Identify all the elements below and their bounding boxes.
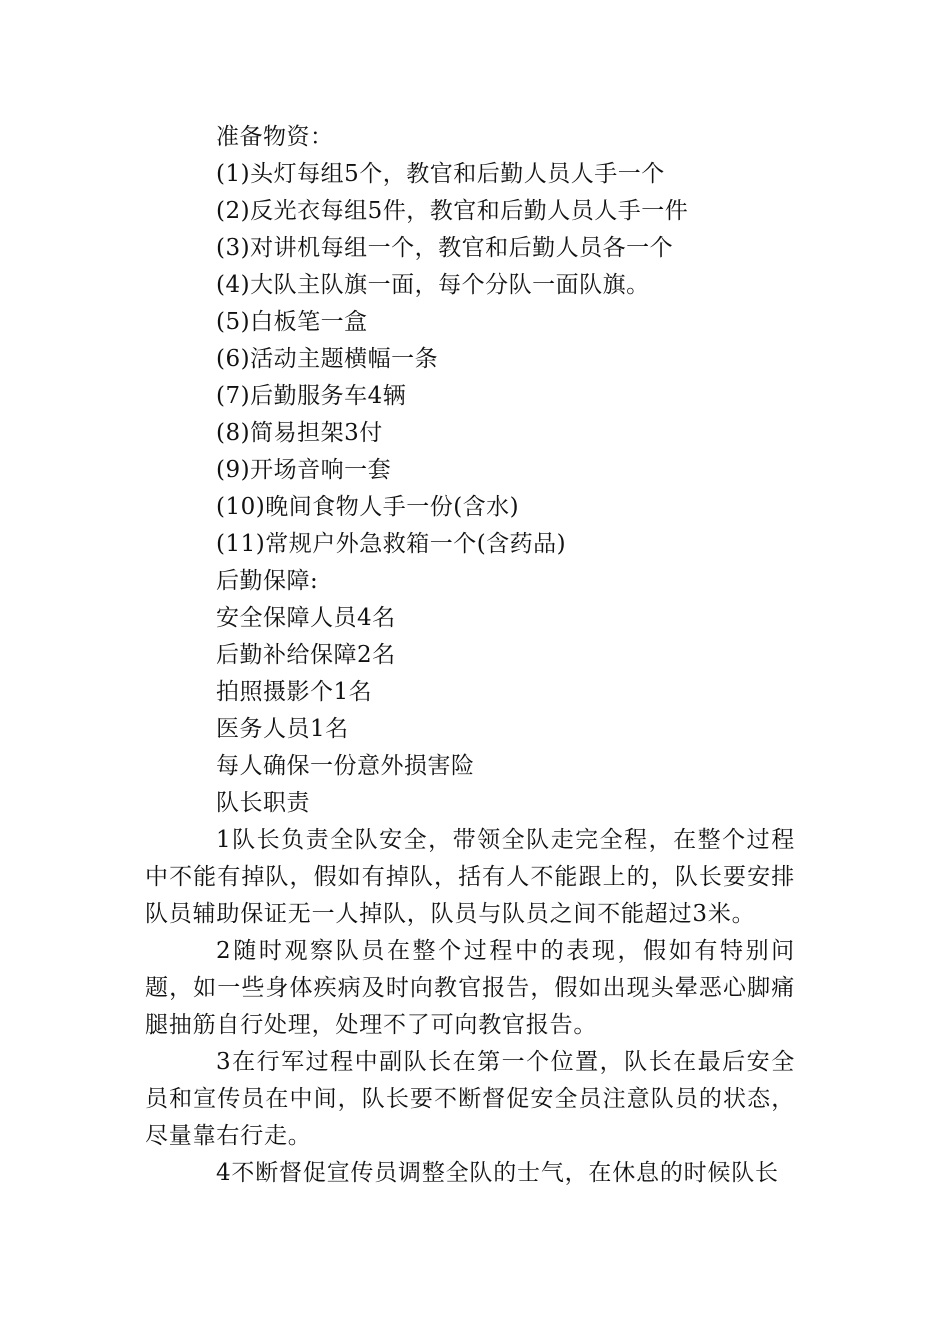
list-item: (5)白板笔一盒 xyxy=(216,309,368,335)
heading-logistics: 后勤保障: xyxy=(216,568,319,594)
list-item: (7)后勤服务车4辆 xyxy=(216,383,407,409)
list-item: (8)简易担架3付 xyxy=(216,420,383,446)
list-item: 每人确保一份意外损害险 xyxy=(216,753,475,779)
paragraph-duty-3: 3在行军过程中副队长在第一个位置，队长在最后安全员和宣传员在中间，队长要不断督促安全员注意队员的状态，尽量靠右行走。 xyxy=(145,1049,795,1149)
heading-supplies: 准备物资： xyxy=(216,124,334,150)
list-item: (4)大队主队旗一面，每个分队一面队旗。 xyxy=(216,272,650,298)
heading-captain-duties: 队长职责 xyxy=(216,790,310,816)
list-item: 安全保障人员4名 xyxy=(216,605,396,631)
list-item: 后勤补给保障2名 xyxy=(216,642,396,668)
paragraph-duty-1: 1队长负责全队安全，带领全队走完全程，在整个过程中不能有掉队，假如有掉队，括有人不能跟上的，队长要安排队员辅助保证无一人掉队，队员与队员之间不能超过3米。 xyxy=(145,827,795,927)
list-item: (6)活动主题横幅一条 xyxy=(216,346,439,372)
paragraph-duty-2: 2随时观察队员在整个过程中的表现，假如有特别问题，如一些身体疾病及时向教官报告，假如出现头晕恶心脚痛腿抽筋自行处理，处理不了可向教官报告。 xyxy=(145,938,795,1038)
list-item: (2)反光衣每组5件，教官和后勤人员人手一件 xyxy=(216,198,689,224)
list-item: (9)开场音响一套 xyxy=(216,457,392,483)
list-item: (11)常规户外急救箱一个(含药品) xyxy=(216,531,567,557)
paragraph-duty-4: 4不断督促宣传员调整全队的士气，在休息的时候队长 xyxy=(216,1160,779,1186)
list-item: 医务人员1名 xyxy=(216,716,349,742)
list-item: (1)头灯每组5个，教官和后勤人员人手一个 xyxy=(216,161,665,187)
list-item: (10)晚间食物人手一份(含水) xyxy=(216,494,520,520)
list-item: (3)对讲机每组一个，教官和后勤人员各一个 xyxy=(216,235,674,261)
document-lines xyxy=(0,119,950,822)
list-item: 拍照摄影个1名 xyxy=(216,679,373,705)
